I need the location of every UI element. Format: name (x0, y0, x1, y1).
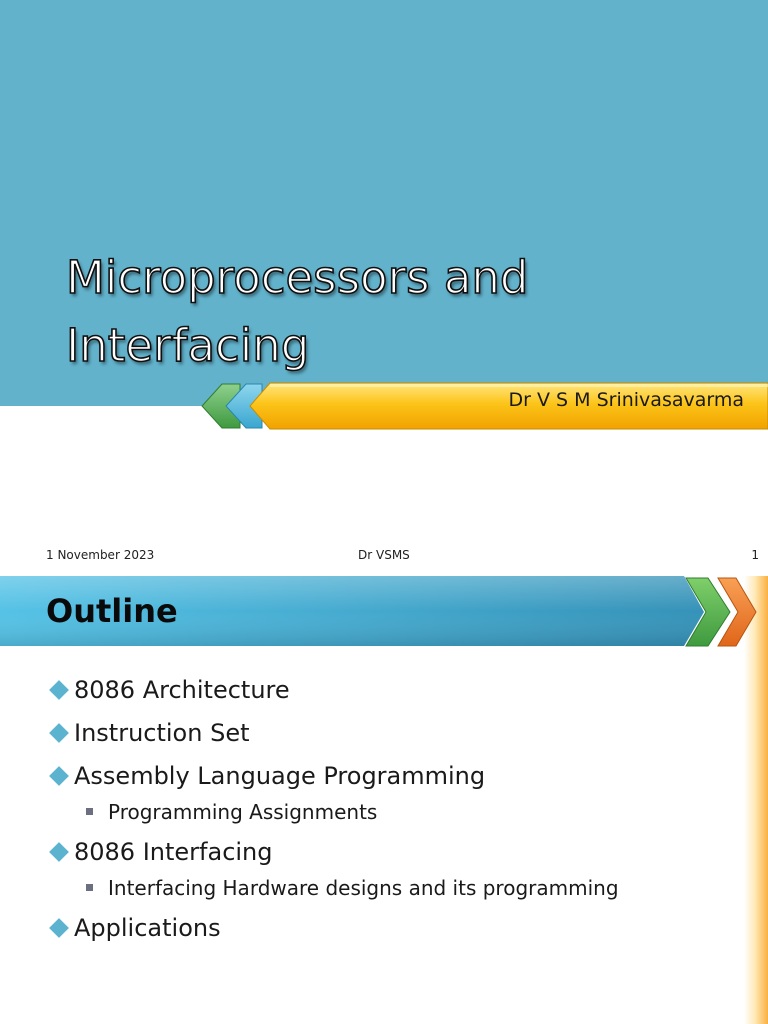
diamond-bullet-icon (49, 766, 69, 786)
list-item (48, 711, 619, 754)
diamond-bullet-icon (49, 680, 69, 700)
diamond-bullet-icon (49, 842, 69, 862)
footer-page-number: 1 (751, 548, 759, 562)
slide-title-line-1: Microprocessors and (66, 251, 529, 304)
outline-title: Outline (46, 592, 178, 630)
list-item-text: 8086 Interfacing (74, 837, 273, 866)
list-item (48, 830, 619, 873)
diamond-bullet-icon (49, 723, 69, 743)
sub-list-item-text: Interfacing Hardware designs and its programming (108, 875, 619, 900)
list-item-text: 8086 Architecture (74, 675, 290, 704)
list-item-text: Applications (74, 913, 221, 942)
slide-title (66, 244, 528, 380)
sub-list-item (48, 793, 619, 830)
footer-author: Dr VSMS (358, 548, 410, 562)
slide-title-line-2: Interfacing (66, 319, 310, 372)
outline-list (48, 668, 619, 949)
list-item-text: Instruction Set (74, 718, 250, 747)
footer-date: 1 November 2023 (46, 548, 155, 562)
square-bullet-icon (86, 884, 93, 891)
sub-list-item (48, 869, 619, 906)
outline-slide (0, 576, 768, 1024)
list-item (48, 668, 619, 711)
list-item (48, 754, 619, 797)
slide-subtitle: Dr V S M Srinivasavarma (508, 389, 744, 411)
sub-list-item-text: Programming Assignments (108, 799, 378, 824)
list-item (48, 906, 619, 949)
square-bullet-icon (86, 808, 93, 815)
diamond-bullet-icon (49, 918, 69, 938)
list-item-text: Assembly Language Programming (74, 761, 486, 790)
